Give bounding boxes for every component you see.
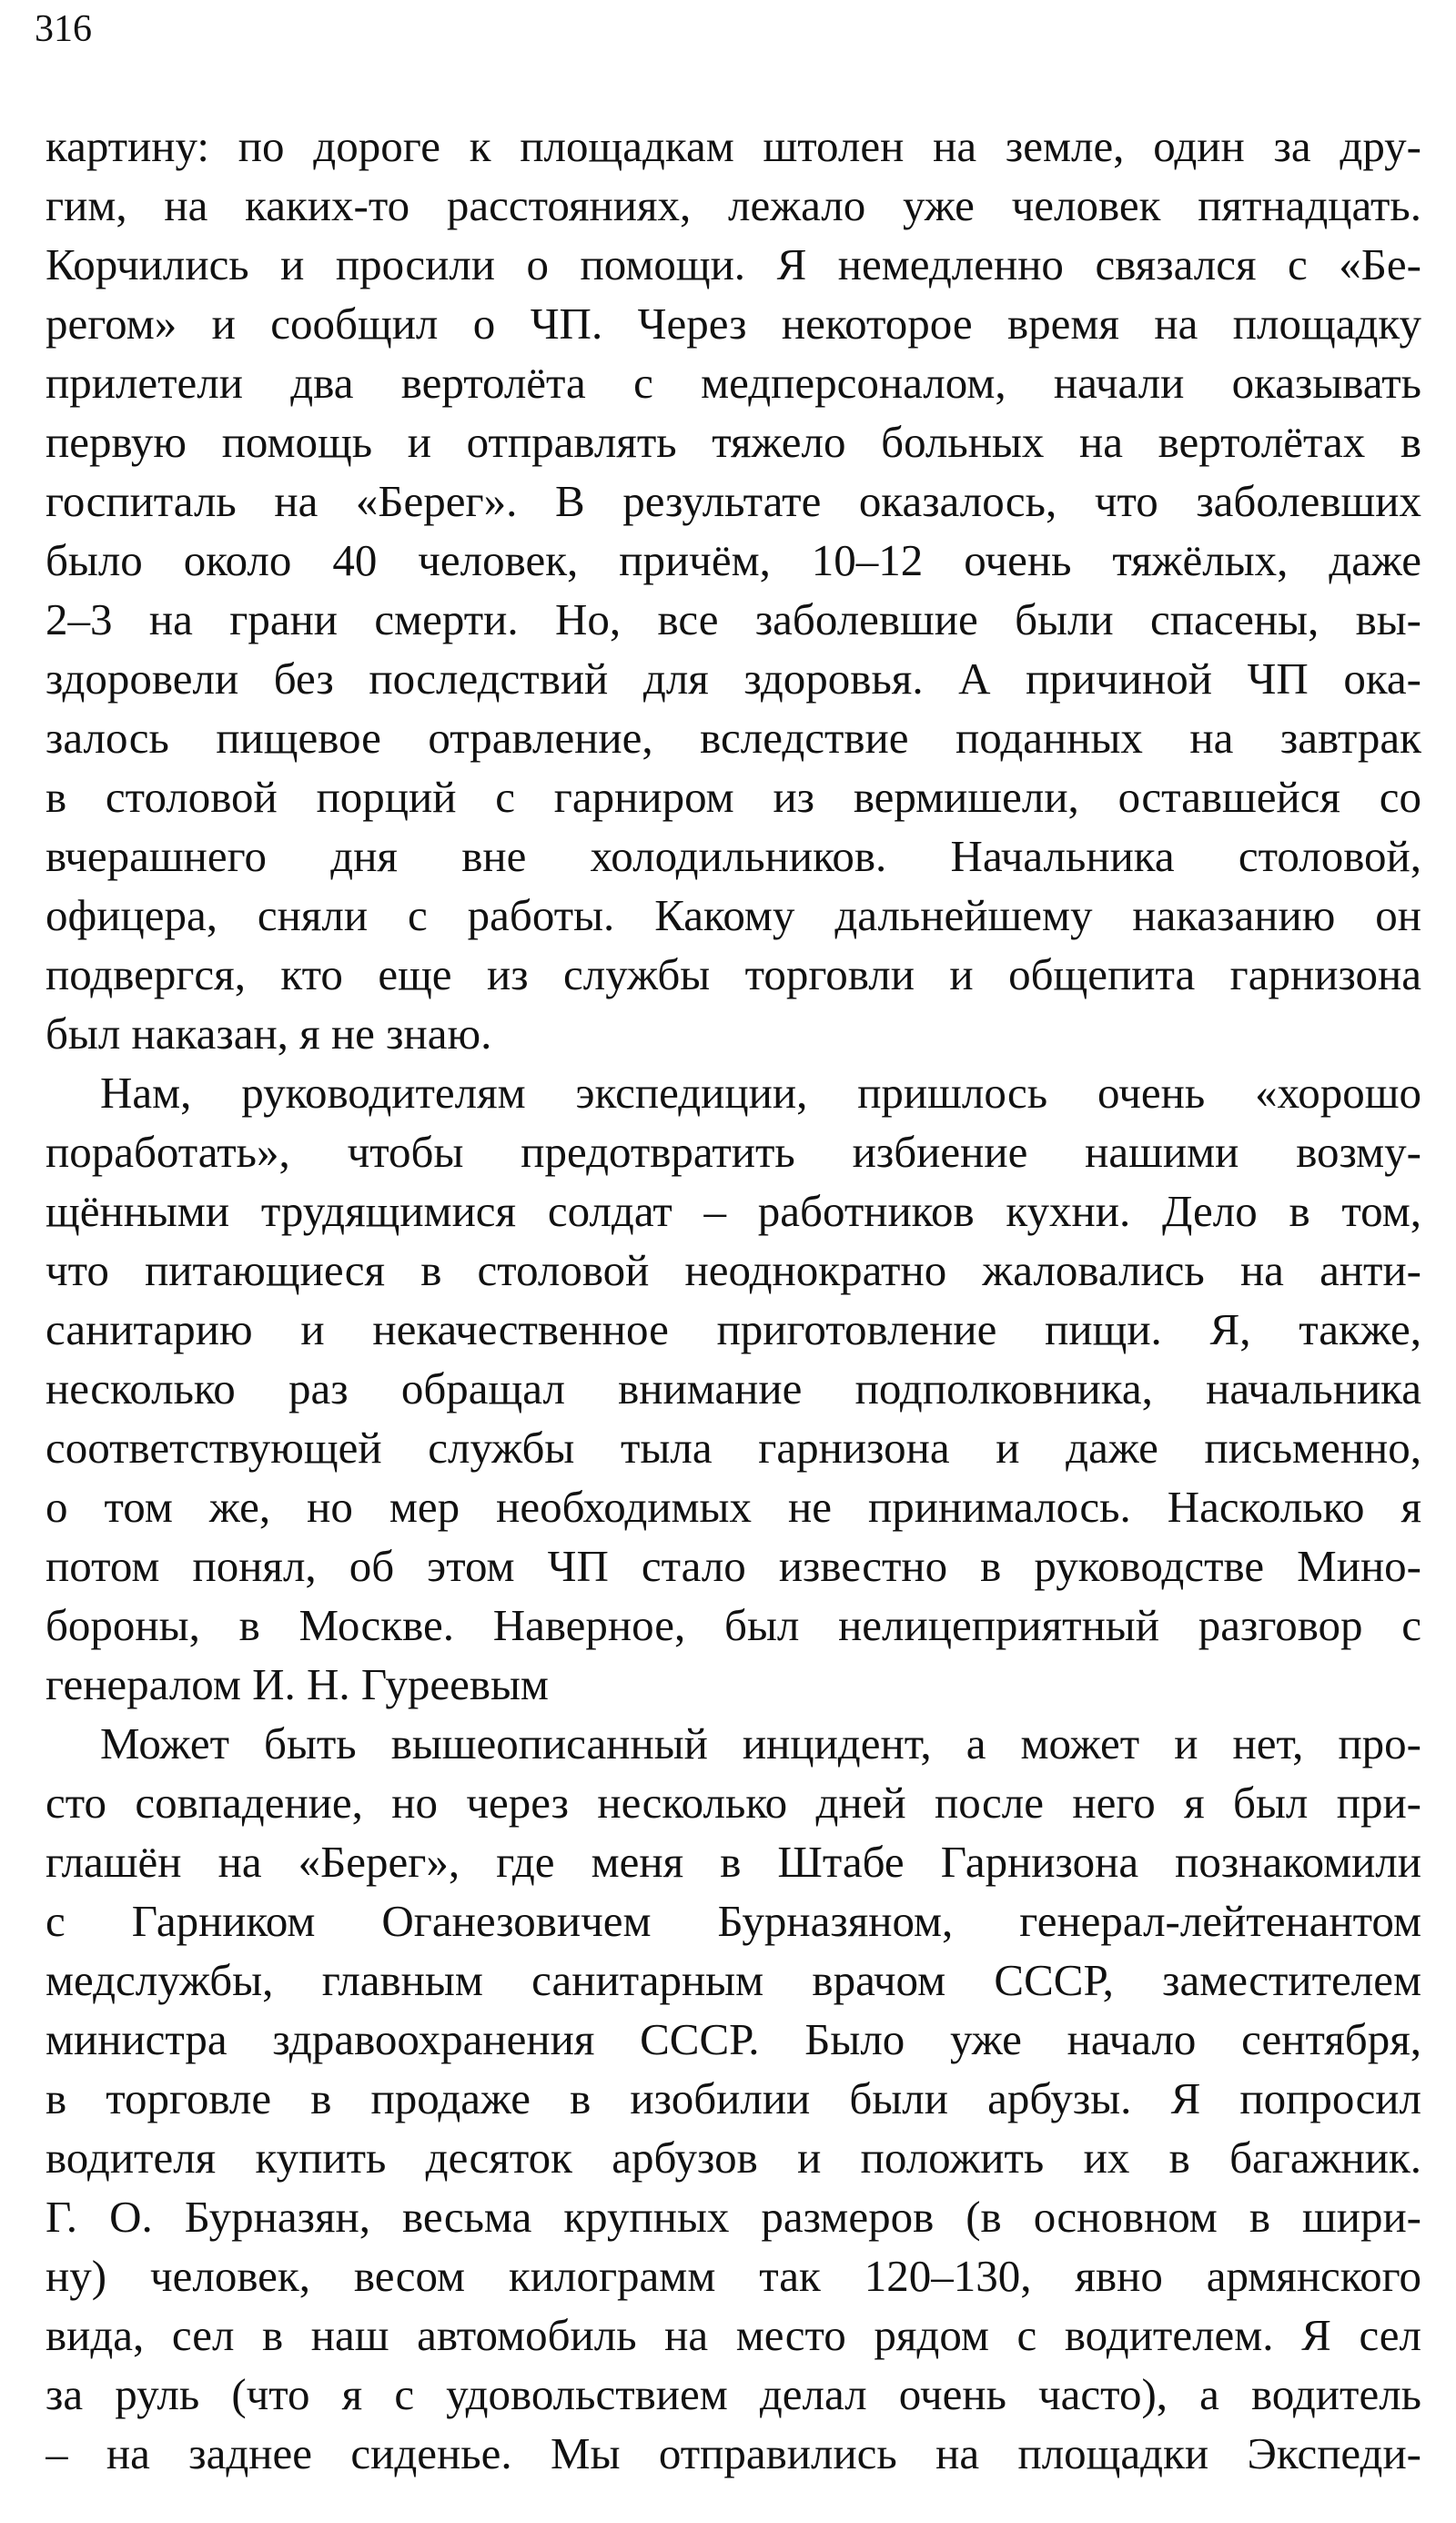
- text-line: регом» и сообщил о ЧП. Через некоторое время на площадку: [46, 299, 1421, 349]
- text-line: что питающиеся в столовой неоднократно жаловались на анти-: [46, 1245, 1421, 1295]
- text-line: о том же, но мер необходимых не принималось. Насколько я: [46, 1482, 1421, 1532]
- text-line: 2–3 на грани смерти. Но, все заболевшие были спасены, вы-: [46, 594, 1421, 644]
- text-line: вчерашнего дня вне холодильников. Начальника столовой,: [46, 831, 1421, 881]
- text-line: медслужбы, главным санитарным врачом СССР, заместителем: [46, 1955, 1421, 2005]
- text-line: несколько раз обращал внимание подполковника, начальника: [46, 1363, 1421, 1413]
- text-line: Корчились и просили о помощи. Я немедленно связался с «Бе-: [46, 239, 1421, 289]
- page-number: 316: [35, 8, 92, 50]
- paragraph: [46, 117, 1421, 1063]
- text-line: за руль (что я с удовольствием делал очень часто), а водитель: [46, 2369, 1421, 2419]
- text-line: картину: по дороге к площадкам штолен на земле, один за дру-: [46, 121, 1421, 171]
- text-line: щёнными трудящимися солдат – работников кухни. Дело в том,: [46, 1186, 1421, 1236]
- text-line: подвергся, кто еще из службы торговли и общепита гарнизона: [46, 949, 1421, 999]
- text-line: здоровели без последствий для здоровья. А причиной ЧП ока-: [46, 654, 1421, 704]
- text-line: генералом И. Н. Гуреевым: [46, 1659, 549, 1709]
- text-line: с Гарником Оганезовичем Бурназяном, генерал-лейтенантом: [46, 1896, 1421, 1946]
- text-line: первую помощь и отправлять тяжело больных на вертолётах в: [46, 417, 1421, 467]
- text-line: – на заднее сиденье. Мы отправились на площадки Экспеди-: [46, 2428, 1421, 2478]
- text-line: министра здравоохранения СССР. Было уже начало сентября,: [46, 2014, 1421, 2064]
- text-line: офицера, сняли с работы. Какому дальнейшему наказанию он: [46, 890, 1421, 940]
- text-line: в столовой порций с гарниром из вермишели, оставшейся со: [46, 772, 1421, 822]
- text-line: Нам, руководителям экспедиции, пришлось очень «хорошо: [100, 1068, 1421, 1118]
- text-line: поработать», чтобы предотвратить избиение нашими возму-: [46, 1127, 1421, 1177]
- text-line: было около 40 человек, причём, 10–12 очень тяжёлых, даже: [46, 535, 1421, 585]
- text-line: был наказан, я не знаю.: [46, 1008, 492, 1059]
- text-line: Может быть вышеописанный инцидент, а может и нет, про-: [100, 1718, 1421, 1768]
- text-line: гим, на каких-то расстояниях, лежало уже человек пятнадцать.: [46, 180, 1421, 230]
- text-line: в торговле в продаже в изобилии были арбузы. Я попросил: [46, 2073, 1421, 2123]
- text-line: бороны, в Москве. Наверное, был нелицеприятный разговор с: [46, 1600, 1421, 1650]
- text-line: соответствующей службы тыла гарнизона и даже письменно,: [46, 1423, 1421, 1473]
- body-text: [46, 117, 1421, 2483]
- text-line: ну) человек, весом килограмм так 120–130, явно армянского: [46, 2251, 1421, 2301]
- paragraph: [46, 1714, 1421, 2483]
- text-line: водителя купить десяток арбузов и положить их в багажник.: [46, 2133, 1421, 2183]
- text-line: сто совпадение, но через несколько дней после него я был при-: [46, 1778, 1421, 1828]
- paragraph: [46, 1063, 1421, 1714]
- text-line: вида, сел в наш автомобиль на место рядом с водителем. Я сел: [46, 2310, 1421, 2360]
- text-line: потом понял, об этом ЧП стало известно в руководстве Мино-: [46, 1541, 1421, 1591]
- text-line: Г. О. Бурназян, весьма крупных размеров (в основном в шири-: [46, 2192, 1421, 2242]
- text-line: госпиталь на «Берег». В результате оказалось, что заболевших: [46, 476, 1421, 526]
- text-line: глашён на «Берег», где меня в Штабе Гарнизона познакомили: [46, 1837, 1421, 1887]
- text-line: залось пищевое отравление, вследствие поданных на завтрак: [46, 713, 1421, 763]
- text-line: санитарию и некачественное приготовление пищи. Я, также,: [46, 1304, 1421, 1354]
- text-line: прилетели два вертолёта с медперсоналом, начали оказывать: [46, 358, 1421, 408]
